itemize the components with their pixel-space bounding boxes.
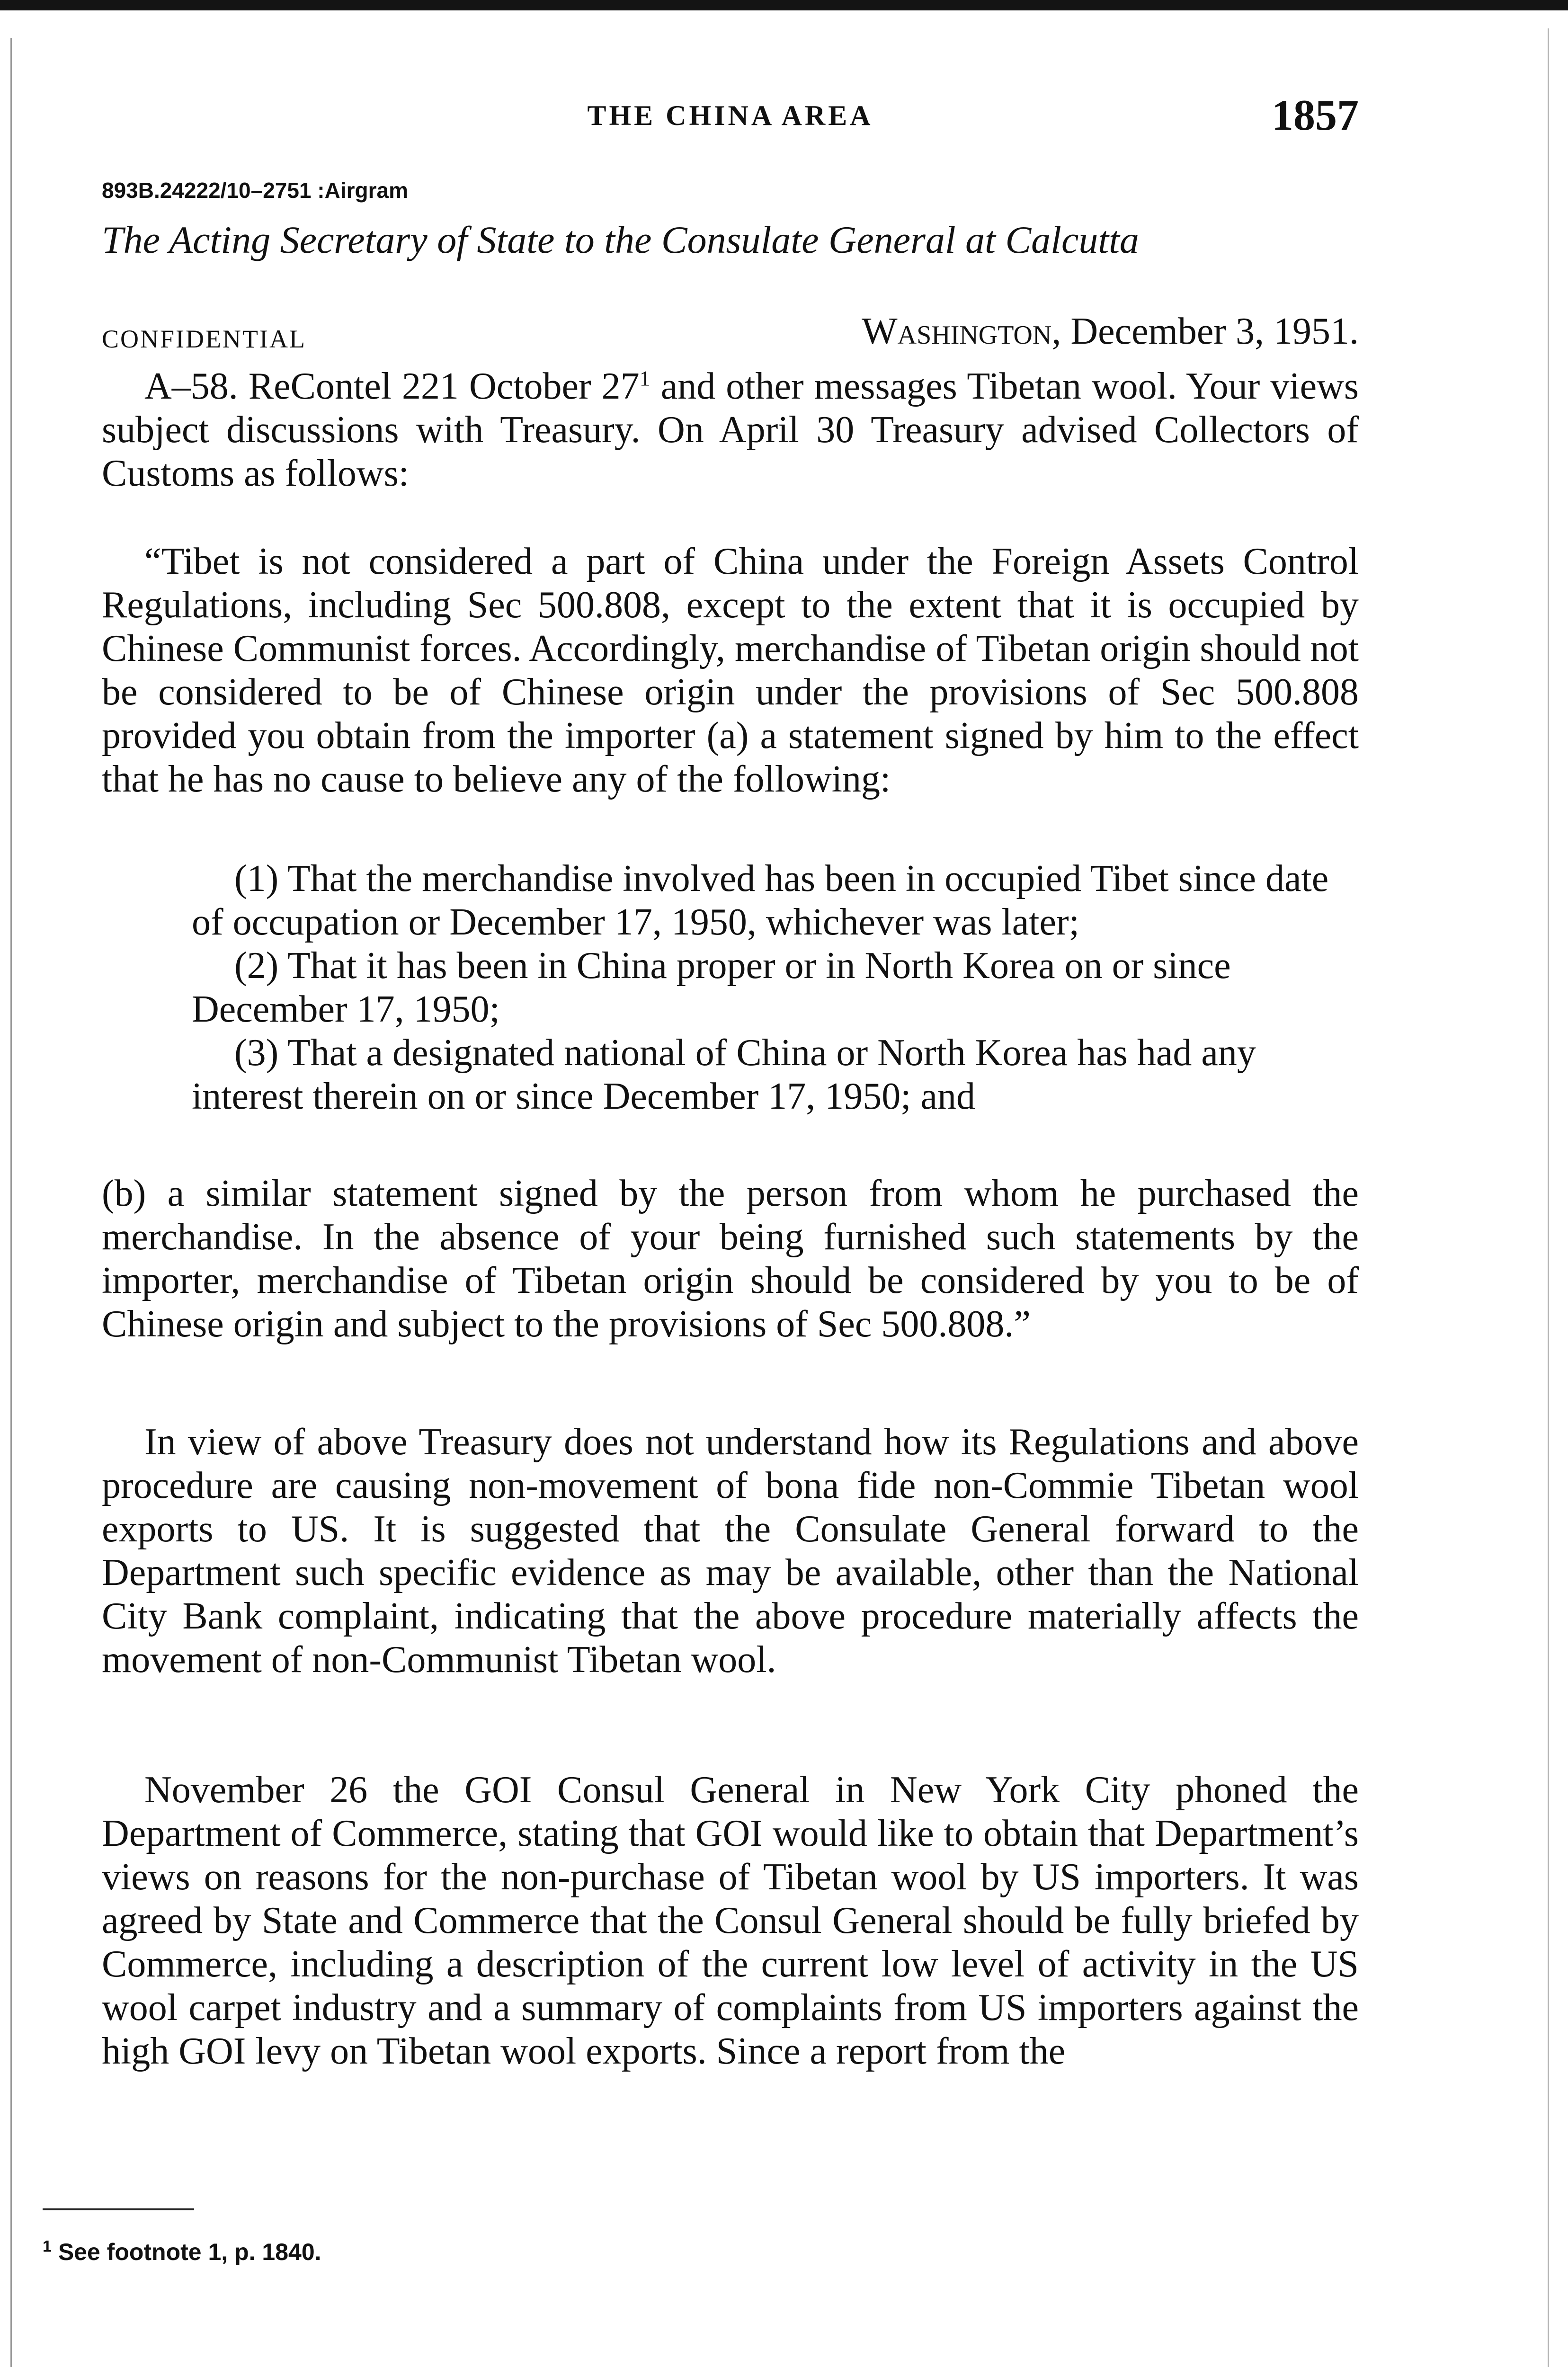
november-paragraph: November 26 the GOI Consul General in New York City phoned the Department of Commerce, stating that GOI would like to obtain that Department’s views on reasons for the non-purchase of Tibetan wool by US importers. It was agreed by State and Commerce that the Consul General should be fully briefed by Commerce, including a description of the current low level of activity in the US wool carpet industry and a summary of complaints from US importers against the high GOI levy on Tibetan wool exports. Since a report from the [102,1769,1359,2072]
quote-close-paragraph: (b) a similar statement signed by the person from whom he purchased the merchandise. In the absence of your being furnished such statements by the importer, merchandise of Tibetan origin should be considered by you to be of Chinese origin and subject to the provisions of Sec 500.808.” [102,1173,1359,1345]
document-heading: The Acting Secretary of State to the Consulate General at Calcutta [102,218,1139,261]
conditions-list [192,857,1359,1118]
left-page-edge [10,38,12,2367]
running-title: THE CHINA AREA [587,100,873,131]
footnote-ref-1: 1 [639,366,650,391]
dateline-date: , December 3, 1951. [1051,311,1359,352]
running-head [102,91,1359,139]
page-number: 1857 [1272,91,1359,139]
footnote-rule [43,2208,194,2210]
classification-label: CONFIDENTIAL [102,325,306,353]
opening-before-ref: A–58. ReContel 221 October 27 [144,365,640,407]
opening-after-ref: and other messages Tibetan wool. Your views subject discussions with Treasury. On April 30 Treasury advised Collectors of Customs as follows: [102,365,1359,494]
quote-intro-paragraph: “Tibet is not considered a part of China under the Foreign Assets Control Regulations, including Sec 500.808, except to the extent that it is occupied by Chinese Communist forces. Accordingly, merchandise of Tibetan origin should not be considered to be of Chinese origin under the provisions of Sec 500.808 provided you obtain from the importer (a) a statement signed by him to the effect that he has no cause to believe any of the following: [102,541,1359,800]
footnote [43,2238,321,2266]
dateline [862,310,1359,353]
top-border-rule [0,0,1568,10]
treasury-view-paragraph: In view of above Treasury does not understand how its Regulations and above procedure are causing non-movement of bona fide non-Commie Tibetan wool exports to US. It is suggested that the Consulate General forward to the Department such specific evidence as may be available, other than the National City Bank complaint, indicating that the above procedure materially affects the movement of non-Communist Tibetan wool. [102,1421,1359,1681]
file-number: 893B.24222/10–2751 :Airgram [102,178,409,203]
footnote-text: See footnote 1, p. 1840. [51,2239,321,2265]
list-item-3: (3) That a designated national of China or North Korea has had any interest therein on or since December 17, 1950; and [192,1032,1256,1117]
list-item-1: (1) That the merchandise involved has been in occupied Tibet since date of occupation or December 17, 1950, whichever was later; [192,858,1329,943]
right-page-edge [1548,28,1549,2367]
list-item-2: (2) That it has been in China proper or in North Korea on or since December 17, 1950; [192,945,1231,1030]
dateline-place: Washington [862,311,1052,352]
footnote-marker: 1 [43,2237,52,2256]
opening-paragraph [102,365,1359,495]
